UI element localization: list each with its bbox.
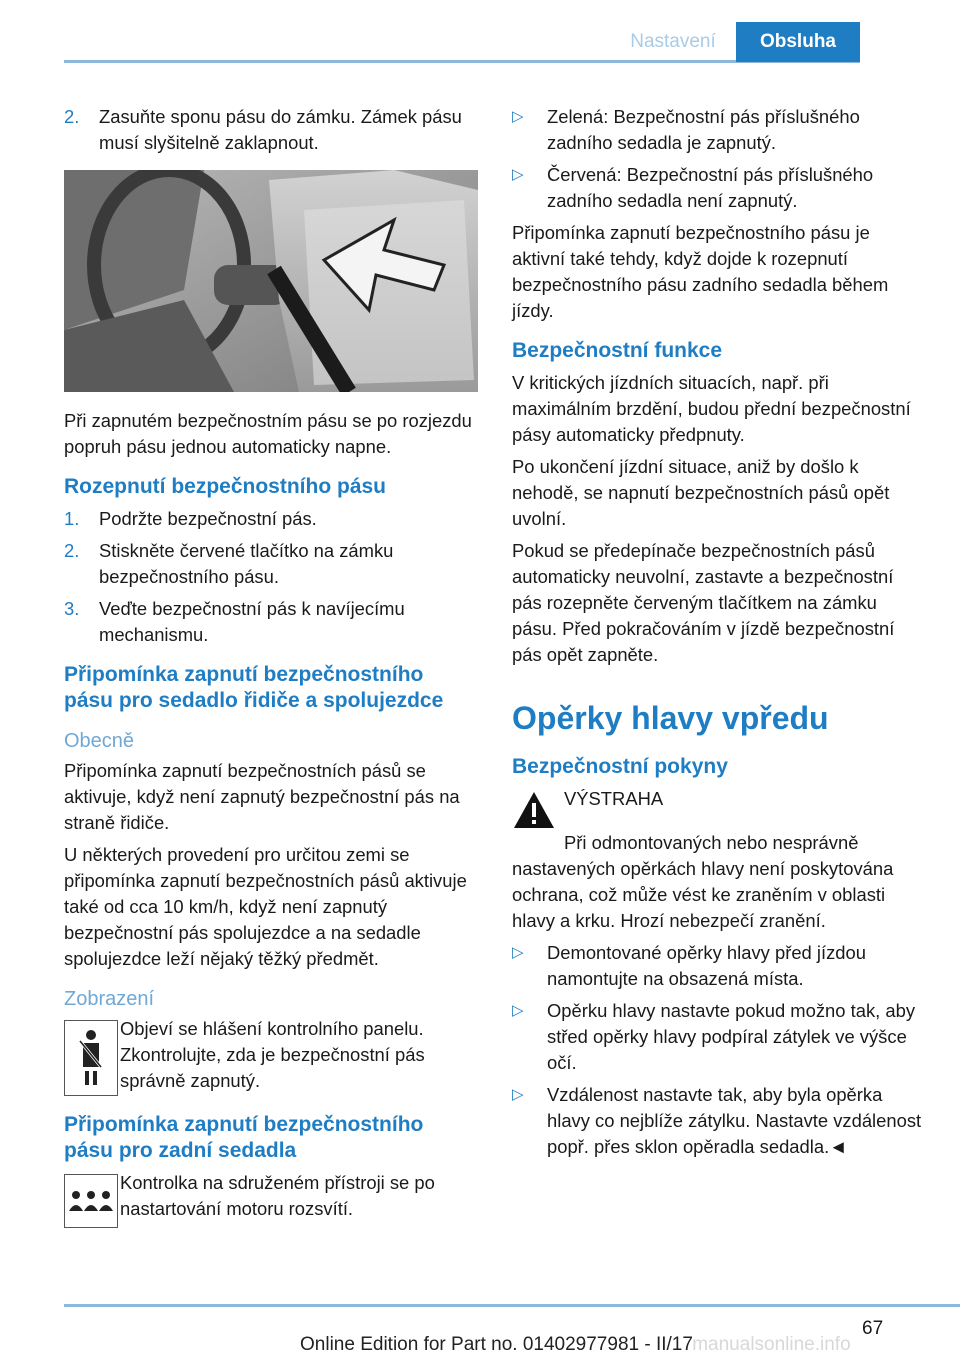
watermark-text[interactable]: manualsonline.info xyxy=(692,1334,851,1355)
heading-reminder-rear: Připomínka zapnutí bezpečnostního pásu pro zadní sedadla xyxy=(64,1113,424,1162)
step-item xyxy=(64,596,478,648)
triangle-bullet-icon: ▷ xyxy=(512,108,524,125)
function-paragraph-3: Pokud se předepínače bezpečnostních pásů automaticky neuvolní, zastavte a bezpečnostní pás rozepněte červeným tlačítkem na zámku pásu. Před pokračováním v jízdě bezpečnostní pás opět zapněte. xyxy=(512,540,895,665)
subheading-general: Obecně xyxy=(64,730,135,752)
tab-nastaveni[interactable]: Nastavení xyxy=(630,31,716,52)
seatbelt-warning-icon xyxy=(64,1020,118,1096)
triangle-bullet-icon: ▷ xyxy=(512,166,524,183)
warning-triangle-icon xyxy=(512,790,556,830)
step-item xyxy=(64,104,478,156)
list-item xyxy=(512,940,926,992)
list-item xyxy=(512,104,926,156)
warning-title: VÝSTRAHA xyxy=(564,788,664,809)
list-item-text: Demontované opěrky hlavy před jízdou namontujte na obsazená místa. xyxy=(547,942,866,989)
display-row xyxy=(64,1016,478,1098)
footer-edition xyxy=(300,1334,940,1356)
function-paragraph-2: Po ukončení jízdní situace, aniž by došlo k nehodě, se napnutí bezpečnostních pásů opět uvolní. xyxy=(512,456,890,529)
list-item xyxy=(512,162,926,214)
step-item xyxy=(64,506,478,532)
function-paragraph-1: V kritických jízdních situacích, např. při maximálním brzdění, budou přední bezpečnostní pásy automaticky předpnuty. xyxy=(512,372,911,445)
heading-unbuckle: Rozepnutí bezpečnostního pásu xyxy=(64,475,387,498)
list-item-text: Vzdálenost nastavte tak, aby byla opěrka hlavy co nejblíže zátylku. Nastavte vzdálenost popř. přes sklon opěradla sedadla.◄ xyxy=(547,1084,922,1157)
general-paragraph-2: U některých provedení pro určitou zemi se připomínka zapnutí bezpečnostních pásů aktivuje také od cca 10 km/h, když není zapnutý bezpečnostní pás spolujezdce a na sedadle spolujezdce leží nějaký těžký předmět. xyxy=(64,844,467,969)
heading-safety-notes: Bezpečnostní pokyny xyxy=(512,755,728,778)
heading-safety-function: Bezpečnostní funkce xyxy=(512,339,723,362)
rear-text: Kontrolka na sdruženém přístroji se po nastartování motoru rozsvítí. xyxy=(120,1172,435,1219)
right-column xyxy=(512,104,926,1166)
rear-reminder-paragraph: Připomínka zapnutí bezpečnostního pásu je aktivní také tehdy, když dojde k rozepnutí bezpečnostního pásu zadního sedadla během jízdy. xyxy=(512,222,889,321)
left-column xyxy=(64,104,478,1224)
triangle-bullet-icon: ▷ xyxy=(512,1086,524,1103)
step-number: 1. xyxy=(64,508,80,529)
subheading-display: Zobrazení xyxy=(64,988,155,1010)
heading-head-restraints: Opěrky hlavy vpředu xyxy=(512,700,829,736)
step-text: Stiskněte červené tlačítko na zámku bezpečnostního pásu. xyxy=(99,540,394,587)
list-item-text: Zelená: Bezpečnostní pás příslušného zadního sedadla je zapnutý. xyxy=(547,106,860,153)
step-number: 2. xyxy=(64,106,80,127)
triangle-bullet-icon: ▷ xyxy=(512,944,524,961)
list-item xyxy=(512,998,926,1076)
display-text: Objeví se hlášení kontrolního panelu. Zkontrolujte, zda je bezpečnostní pás správně zapnutý. xyxy=(120,1018,425,1091)
triangle-bullet-icon: ▷ xyxy=(512,1002,524,1019)
step-text: Zasuňte sponu pásu do zámku. Zámek pásu musí slyšitelně zaklapnout. xyxy=(99,106,462,153)
seatbelt-buckle-illustration xyxy=(64,170,478,392)
warning-block xyxy=(512,786,926,826)
footer-rule xyxy=(64,1304,960,1307)
step-text: Podržte bezpečnostní pás. xyxy=(99,508,317,529)
rear-seats-icon xyxy=(64,1174,118,1228)
tension-paragraph: Při zapnutém bezpečnostním pásu se po rozjezdu popruh pásu jednou automaticky napne. xyxy=(64,410,472,457)
step-number: 3. xyxy=(64,598,80,619)
list-item-text: Červená: Bezpečnostní pás příslušného zadního sedadla není zapnutý. xyxy=(547,164,874,211)
step-number: 2. xyxy=(64,540,80,561)
heading-reminder-front: Připomínka zapnutí bezpečnostního pásu pro sedadlo řidiče a spolujezdce xyxy=(64,663,444,712)
header-blank xyxy=(860,22,960,63)
general-paragraph-1: Připomínka zapnutí bezpečnostních pásů se aktivuje, když není zapnutý bezpečnostní pás na straně řidiče. xyxy=(64,760,460,833)
tab-obsluha[interactable]: Obsluha xyxy=(736,22,860,62)
seatbelt-buckle-photo xyxy=(64,170,478,392)
step-text: Veďte bezpečnostní pás k navíjecímu mechanismu. xyxy=(99,598,405,645)
step-item xyxy=(64,538,478,590)
warning-text: Při odmontovaných nebo nesprávně nastavených opěrkách hlavy není poskytována ochrana, což může vést ke zraněním v oblasti hlavy a krku. Hrozí nebezpečí zranění. xyxy=(512,832,894,931)
list-item-text: Opěrku hlavy nastavte pokud možno tak, aby střed opěrky hlavy podpíral zátylek ve výšce očí. xyxy=(547,1000,916,1073)
list-item xyxy=(512,1082,926,1160)
page-number: 67 xyxy=(862,1318,884,1339)
edition-text: Online Edition for Part no. 01402977981 - II/17 xyxy=(300,1334,693,1355)
rear-row xyxy=(64,1170,478,1224)
